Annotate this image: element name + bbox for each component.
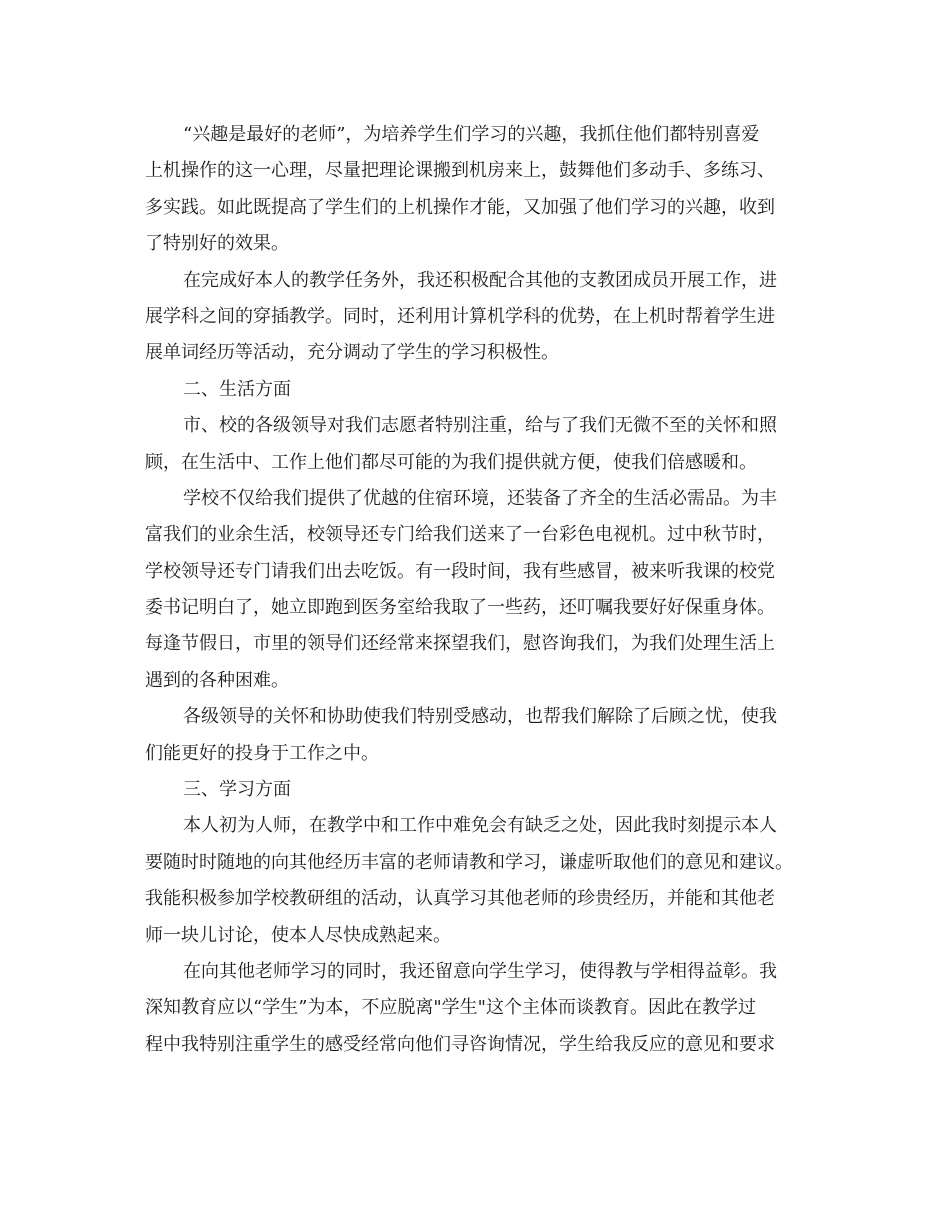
paragraph-line: 我能积极参加学校教研组的活动，认真学习其他老师的珍贵经历，并能和其他老 (145, 888, 775, 910)
paragraph-line: 市、校的各级领导对我们志愿者特别注重，给与了我们无微不至的关怀和照 (183, 415, 777, 437)
paragraph-line: 富我们的业余生活，校领导还专门给我们送来了一台彩色电视机。过中秋节时， (145, 524, 775, 546)
paragraph-line: 本人初为人师，在教学中和工作中难免会有缺乏之处，因此我时刻提示本人 (183, 815, 777, 837)
paragraph-line: 各级领导的关怀和协助使我们特别受感动，也帮我们解除了后顾之忧，使我 (183, 706, 777, 728)
paragraph-line: 在向其他老师学习的同时，我还留意向学生学习，使得教与学相得益彰。我 (183, 960, 777, 982)
paragraph-line: 遇到的各种困难。 (145, 669, 289, 691)
paragraph-line: 师一块儿讨论，使本人尽快成熟起来。 (145, 924, 451, 946)
paragraph-line: 们能更好的投身于工作之中。 (145, 742, 379, 764)
paragraph-line: 学校不仅给我们提供了优越的住宿环境，还装备了齐全的生活必需品。为丰 (183, 487, 777, 509)
section-heading: 二、生活方面 (183, 378, 291, 400)
paragraph-line: 上机操作的这一心理，尽量把理论课搬到机房来上，鼓舞他们多动手、多练习、 (145, 160, 775, 182)
paragraph-line: 要随时时随地的向其他经历丰富的老师请教和学习，谦虚听取他们的意见和建议。 (145, 851, 793, 873)
body-text (145, 117, 810, 1063)
paragraph-line: 程中我特别注重学生的感受经常向他们寻咨询情况，学生给我反应的意见和要求 (145, 1033, 775, 1055)
paragraph-line: 多实践。如此既提高了学生们的上机操作才能，又加强了他们学习的兴趣，收到 (145, 196, 775, 218)
paragraph-line: 展单词经历等活动，充分调动了学生的学习积极性。 (145, 342, 559, 364)
paragraph-line: 了特别好的效果。 (145, 233, 289, 255)
paragraph-line: 委书记明白了，她立即跑到医务室给我取了一些药，还叮嘱我要好好保重身体。 (145, 597, 775, 619)
paragraph-line: “兴趣是最好的老师”，为培养学生们学习的兴趣，我抓住他们都特别喜爱 (183, 124, 760, 145)
paragraph-line: 学校领导还专门请我们出去吃饭。有一段时间，我有些感冒，被来听我课的校党 (145, 560, 775, 582)
paragraph-line: 顾，在生活中、工作上他们都尽可能的为我们提供就方便，使我们倍感暖和。 (145, 451, 757, 473)
paragraph-line: 每逢节假日，市里的领导们还经常来探望我们，慰咨询我们，为我们处理生活上 (145, 633, 775, 655)
paragraph-line: 深知教育应以“学生”为本，不应脱离"学生"这个主体而谈教育。因此在教学过 (145, 997, 756, 1019)
paragraph-line: 在完成好本人的教学任务外，我还积极配合其他的支教团成员开展工作，进 (183, 269, 777, 291)
section-heading: 三、学习方面 (183, 779, 291, 801)
paragraph-line: 展学科之间的穿插教学。同时，还利用计算机学科的优势，在上机时帮着学生进 (145, 305, 775, 327)
